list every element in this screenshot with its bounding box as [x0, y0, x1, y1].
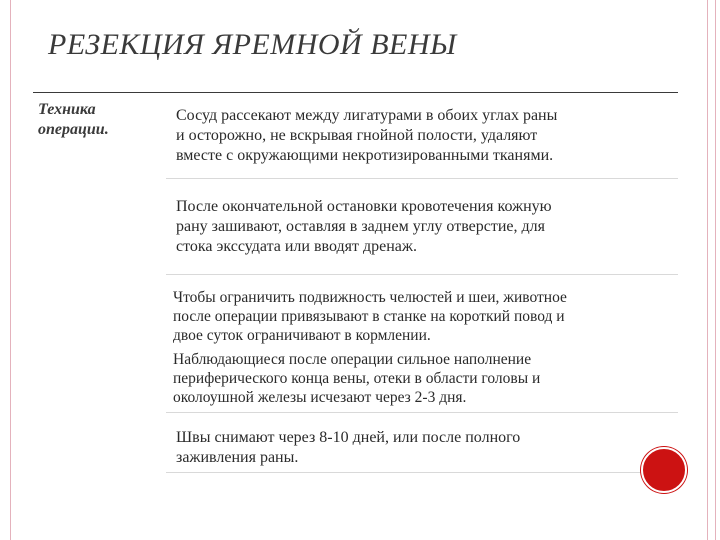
paragraph-2: После окончательной остановки кровотечения кожную рану зашивают, оставляя в заднем углу отверстие, для стока экссудата или вводят дренаж. — [176, 198, 552, 255]
paragraph-5: Швы снимают через 8-10 дней, или после полного заживления раны. — [176, 429, 521, 466]
slide-frame-right-line — [715, 0, 716, 540]
section-label: Техника операции. — [38, 101, 109, 138]
paragraph-1: Сосуд рассекают между лигатурами в обоих углах раны и осторожно, не вскрывая гнойной полости, удаляют вместе с окружающими некротизированными тканями. — [176, 107, 558, 164]
slide-title: РЕЗЕКЦИЯ ЯРЕМНОЙ ВЕНЫ — [48, 28, 457, 61]
separator-2 — [166, 274, 678, 275]
slide-frame-left — [0, 0, 11, 540]
separator-1 — [166, 178, 678, 179]
paragraph-3: Чтобы ограничить подвижность челюстей и шеи, животное после операции привязывают в станке на короткий повод и двое суток ограничивают в кормлении. — [173, 289, 567, 344]
separator-4 — [166, 472, 642, 473]
title-divider — [33, 92, 678, 93]
separator-3 — [166, 412, 678, 413]
red-circle-decoration — [641, 447, 687, 493]
paragraph-4: Наблюдающиеся после операции сильное наполнение периферического конца вены, отеки в области головы и околоушной железы исчезают через 2-3 дня. — [173, 351, 541, 406]
slide-frame-right — [707, 0, 720, 540]
